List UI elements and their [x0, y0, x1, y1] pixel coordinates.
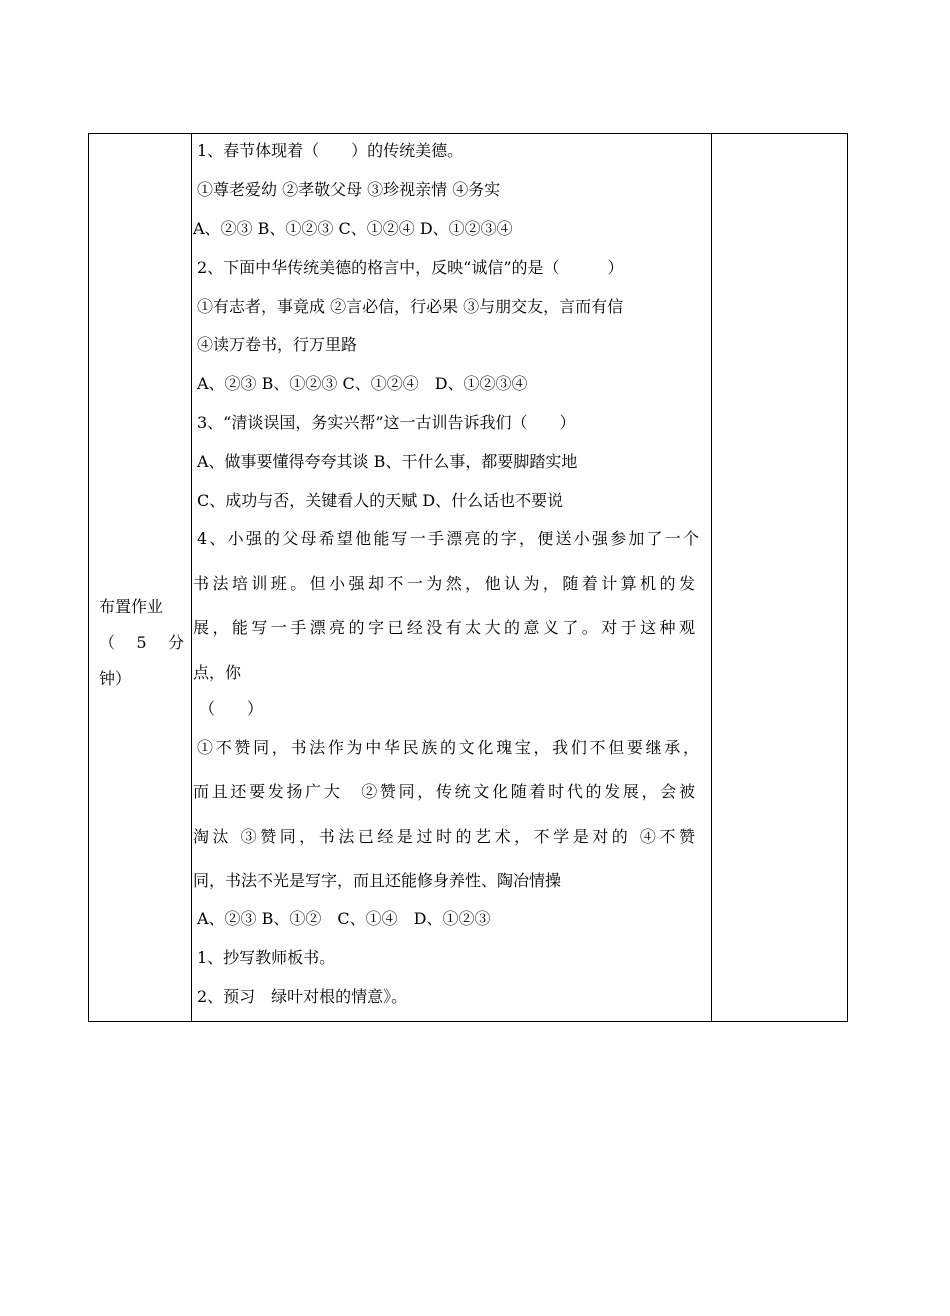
homework-label: 布置作业: [99, 597, 164, 616]
column-divider-1: [191, 134, 192, 1021]
question-4-line-3: 展，能写一手漂亮的字已经没有太大的意义了。对于这种观: [193, 618, 695, 637]
duration-row: [99, 625, 184, 661]
question-1-answers: A、②③ B、①②③ C、①②④ D、①②③④: [193, 219, 513, 238]
question-4-options-line-1: ①不赞同，书法作为中华民族的文化瑰宝，我们不但要继承，: [197, 738, 699, 757]
question-3: 3、“清谈误国，务实兴帮”这一古训告诉我们（ ）: [197, 413, 576, 432]
question-4-line-1: 4、小强的父母希望他能写一手漂亮的字，便送小强参加了一个: [197, 529, 699, 548]
duration-unit: 分: [167, 633, 184, 652]
question-2-options-a: ①有志者，事竟成 ②言必信，行必果 ③与朋交友，言而有信: [197, 297, 624, 316]
homework-task-2: 2、预习 绿叶对根的情意》。: [197, 987, 408, 1006]
question-4-line-2: 书法培训班。但小强却不一为然，他认为，随着计算机的发: [193, 574, 695, 593]
question-4-blank: （ ）: [199, 699, 264, 718]
paren-open: （: [99, 633, 116, 652]
question-4-answers: A、②③ B、①② C、①④ D、①②③: [197, 909, 491, 928]
homework-label-cell: [99, 589, 184, 697]
homework-task-1: 1、抄写教师板书。: [197, 948, 336, 967]
column-divider-2: [711, 134, 712, 1021]
question-3-options-a: A、做事要懂得夸夸其谈 B、干什么事，都要脚踏实地: [197, 452, 578, 471]
question-1: 1、春节体现着（ ）的传统美德。: [197, 141, 464, 160]
duration-unit-end: 钟）: [99, 669, 132, 688]
question-2-answers: A、②③ B、①②③ C、①②④ D、①②③④: [197, 374, 528, 393]
question-2-options-b: ④读万卷书，行万里路: [197, 335, 358, 354]
question-2: 2、下面中华传统美德的格言中，反映“诚信”的是（ ）: [197, 258, 624, 277]
question-4-line-4: 点，你: [193, 663, 242, 682]
question-3-options-b: C、成功与否，关键看人的天赋 D、什么话也不要说: [197, 491, 564, 510]
question-4-options-line-4: 同，书法不光是写字，而且还能修身养性、陶冶情操: [193, 871, 562, 890]
question-1-options: ①尊老爱幼 ②孝敬父母 ③珍视亲情 ④务实: [197, 180, 501, 199]
lesson-table: [88, 133, 848, 1022]
duration-number: 5: [136, 633, 147, 652]
question-4-options-line-2: 而且还要发扬广大 ②赞同，传统文化随着时代的发展，会被: [193, 782, 695, 801]
question-4-options-line-3: 淘汰 ③赞同，书法已经是过时的艺术，不学是对的 ④不赞: [193, 827, 695, 846]
